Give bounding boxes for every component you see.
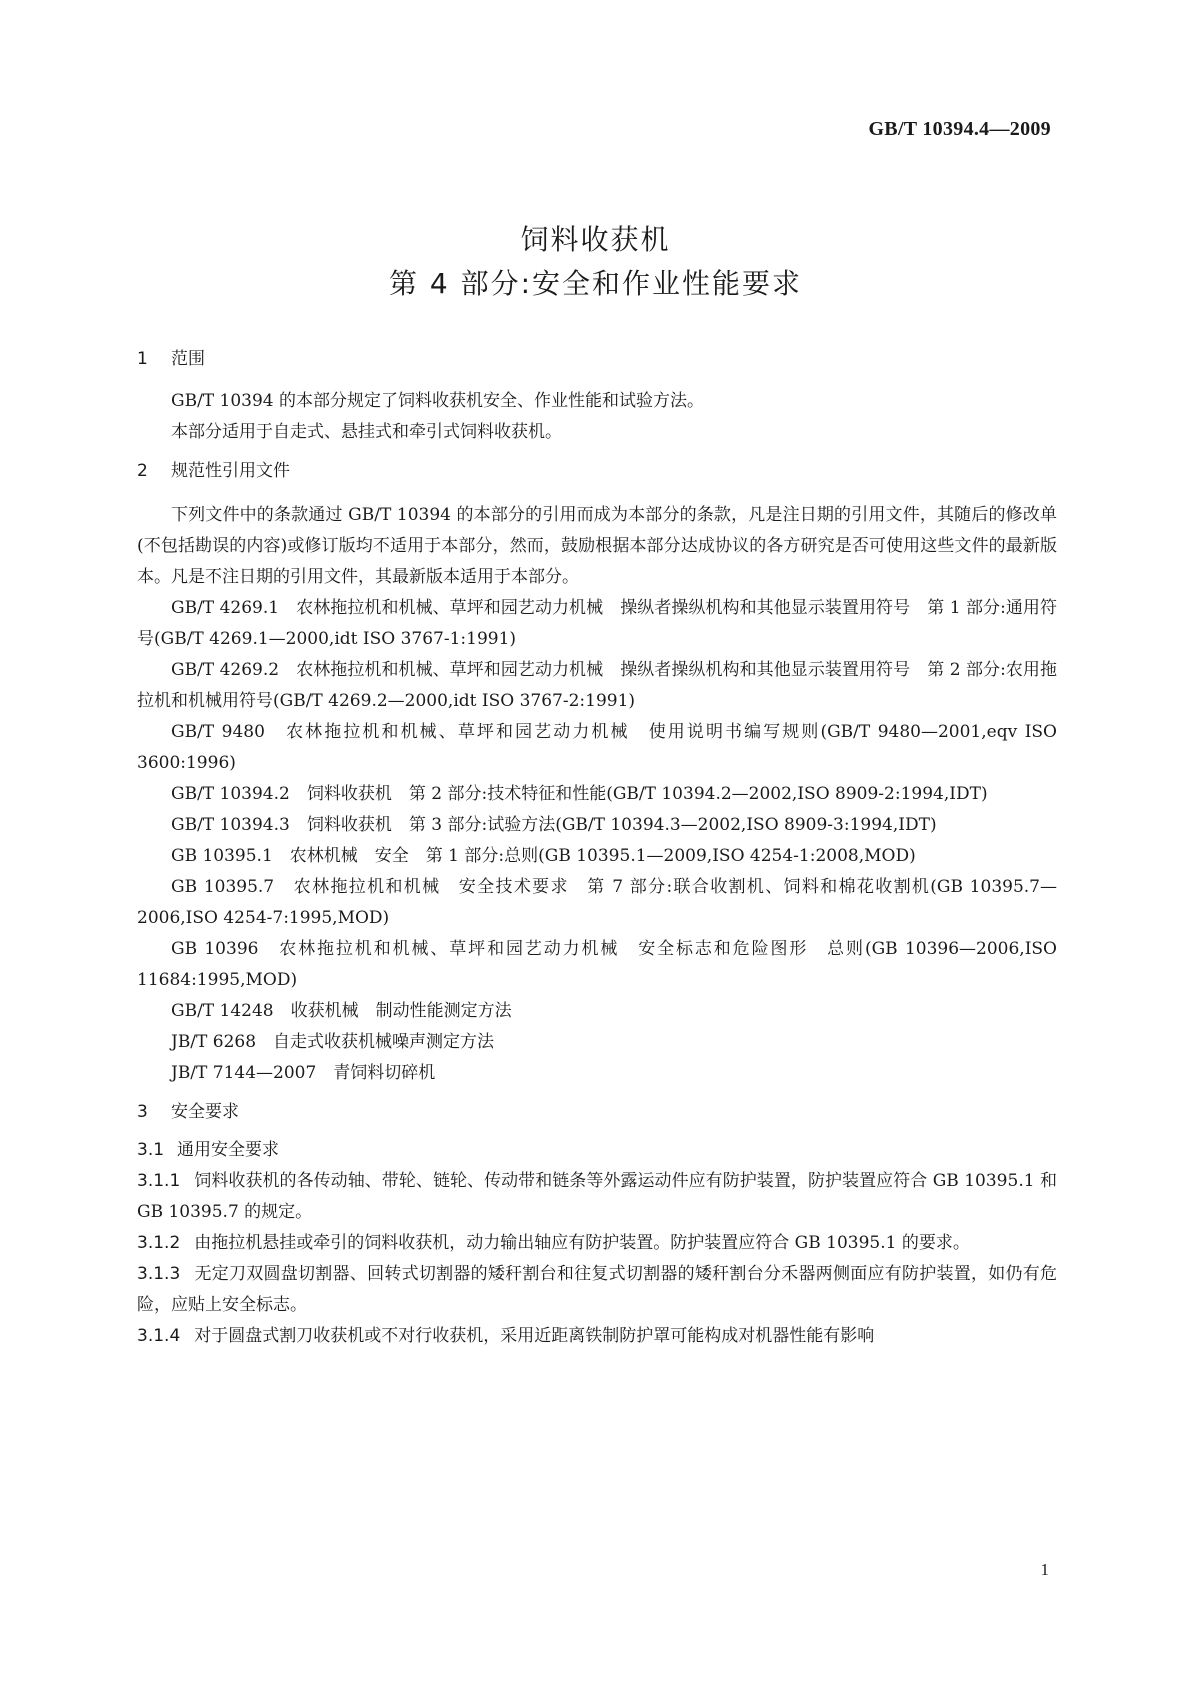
reference-item: GB/T 10394.2 饲料收获机 第 2 部分:技术特征和性能(GB/T 10394.2—2002,ISO 8909-2:1994,IDT) (171, 784, 988, 804)
paragraph: 本部分适用于自走式、悬挂式和牵引式饲料收获机。 (171, 422, 562, 442)
subsection-number: 3.1 (137, 1140, 165, 1160)
section-title: 范围 (171, 349, 205, 369)
references-intro: 下列文件中的条款通过 GB/T 10394 的本部分的引用而成为本部分的条款，凡是注日期的引用文件，其随后的修改单(不包括勘误的内容)或修订版均不适用于本部分，然而，鼓励根据本部分达成协议的各方研究是否可使用这些文件的最新版本。凡是不注日期的引用文件，其最新版本适用于本部分。 (137, 505, 1057, 587)
section-title: 规范性引用文件 (171, 461, 290, 481)
clause (137, 1228, 1057, 1259)
section-title: 安全要求 (171, 1102, 239, 1122)
section-number: 2 (137, 461, 148, 481)
reference-item: GB/T 4269.2 农林拖拉机和机械、草坪和园艺动力机械 操纵者操纵机构和其他显示装置用符号 第 2 部分:农用拖拉机和机械用符号(GB/T 4269.2—2000,idt ISO 3767-2:1991) (137, 660, 1057, 711)
reference-item: GB/T 14248 收获机械 制动性能测定方法 (171, 1001, 512, 1021)
section-1-heading (137, 344, 1057, 374)
section-3-heading (137, 1097, 1057, 1127)
section-2-heading (137, 456, 1057, 486)
page-number: 1 (1040, 1560, 1049, 1579)
clause-number: 3.1.4 (137, 1326, 181, 1346)
document-title: 饲料收获机 (520, 223, 671, 256)
reference-item: GB/T 9480 农林拖拉机和机械、草坪和园艺动力机械 使用说明书编写规则(GB/T 9480—2001,eqv ISO 3600:1996) (137, 722, 1057, 773)
document-body (137, 344, 1057, 1352)
subsection-title: 通用安全要求 (177, 1140, 279, 1160)
reference-item: GB 10395.7 农林拖拉机和机械 安全技术要求 第 7 部分:联合收割机、饲料和棉花收割机(GB 10395.7—2006,ISO 4254-7:1995,MOD) (137, 877, 1057, 928)
section-number: 3 (137, 1102, 148, 1122)
clause-number: 3.1.1 (137, 1171, 181, 1191)
clause-text: 对于圆盘式割刀收获机或不对行收获机，采用近距离铁制防护罩可能构成对机器性能有影响 (194, 1326, 875, 1346)
reference-item: GB 10396 农林拖拉机和机械、草坪和园艺动力机械 安全标志和危险图形 总则(GB 10396—2006,ISO 11684:1995,MOD) (137, 939, 1057, 990)
paragraph: GB/T 10394 的本部分规定了饲料收获机安全、作业性能和试验方法。 (171, 391, 705, 411)
clause (137, 1259, 1057, 1321)
reference-item: GB 10395.1 农林机械 安全 第 1 部分:总则(GB 10395.1—2009,ISO 4254-1:2008,MOD) (171, 846, 916, 866)
standard-code: GB/T 10394.4—2009 (868, 118, 1051, 140)
clause-text: 无定刀双圆盘切割器、回转式切割器的矮秆割台和往复式切割器的矮秆割台分禾器两侧面应有防护装置，如仍有危险，应贴上安全标志。 (137, 1264, 1057, 1315)
clause-number: 3.1.3 (137, 1264, 181, 1284)
reference-item: JB/T 6268 自走式收获机械噪声测定方法 (171, 1032, 495, 1052)
clause (137, 1166, 1057, 1228)
subsection-3-1-heading (137, 1135, 1057, 1166)
reference-item: JB/T 7144—2007 青饲料切碎机 (171, 1063, 436, 1083)
reference-item: GB/T 4269.1 农林拖拉机和机械、草坪和园艺动力机械 操纵者操纵机构和其他显示装置用符号 第 1 部分:通用符号(GB/T 4269.1—2000,idt ISO 3767-1:1991) (137, 598, 1057, 649)
clause (137, 1321, 1057, 1352)
clause-text: 由拖拉机悬挂或牵引的饲料收获机，动力输出轴应有防护装置。防护装置应符合 GB 10395.1 的要求。 (194, 1233, 970, 1253)
reference-item: GB/T 10394.3 饲料收获机 第 3 部分:试验方法(GB/T 10394.3—2002,ISO 8909-3:1994,IDT) (171, 815, 937, 835)
document-subtitle: 第 4 部分:安全和作业性能要求 (388, 267, 803, 300)
clause-number: 3.1.2 (137, 1233, 181, 1253)
clause-text: 饲料收获机的各传动轴、带轮、链轮、传动带和链条等外露运动件应有防护装置，防护装置应符合 GB 10395.1 和 GB 10395.7 的规定。 (137, 1171, 1057, 1222)
section-number: 1 (137, 349, 148, 369)
